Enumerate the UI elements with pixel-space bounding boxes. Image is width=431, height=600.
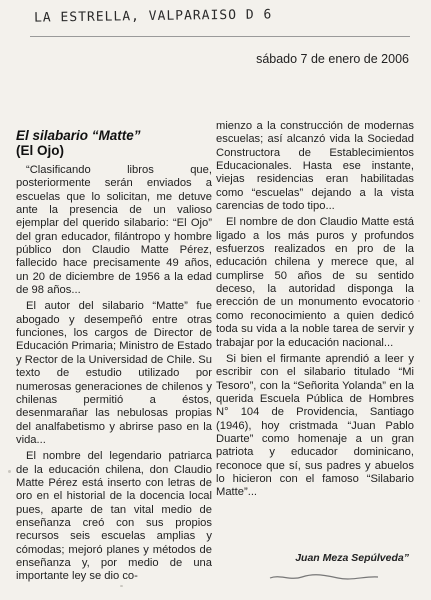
article-paragraph: mienzo a la construcción de modernas escuelas; así alcanzó vida la Sociedad Constructora de Establecimientos Educacionales. Hasta ese instante, viejas residencias eran habilitadas como “escuelas” dejando a la vista carencias de todo tipo... (216, 120, 414, 213)
article-column-left (16, 128, 212, 587)
article-paragraph: El nombre de don Claudio Matte está ligado a los más puros y profundos esfuerzos realizados en pro de la educación chilena y merece que, al cumplirse 50 años de su sentido deceso, la autoridad disponga la erección de un monumento evocatorio como reconocimiento a quien dedicó toda su vida a la noble tarea de servir y trabajar por la educación nacional... (216, 216, 414, 349)
article-subtitle: (El Ojo) (16, 143, 64, 158)
paper-speck (120, 585, 123, 587)
article-paragraph: Si bien el firmante aprendió a leer y escribir con el silabario titulado “Mi Tesoro”, con la “Señorita Yolanda” en la querida Escuela Pública de Hombres N° 104 de Providencia, Santiago (1946), hoy cristmada “Juan Pablo Duarte” como homenaje a un gran patriota y educador dominicano, reconoce que sí, sus padres y abuelos lo hicieron con el famoso “Silabario Matte”... (216, 352, 414, 499)
publication-date: sábado 7 de enero de 2006 (256, 52, 409, 66)
article-paragraph: El nombre del legendario patriarca de la educación chilena, don Claudio Matte Pérez está inserto con letras de oro en el historial de la docencia local pues, aparte de tan vital medio de enseñanza creó con sus propios recursos seis escuelas amplias y cómodas; mejoró planes y métodos de enseñanza y, por medio de una importante ley se dio co- (16, 450, 212, 583)
header-divider (30, 36, 410, 37)
paper-speck (8, 470, 11, 473)
article-paragraph: El autor del silabario “Matte” fue abogado y desempeñó entre otras funciones, los cargos de Director de Educación Primaria; Ministro de Estado y Rector de la Universidad de Chile. Su texto de estudio utilizado por numerosas generaciones de chilenos y chilenas permitió a éstos, desenmarañar las nebulosas propias del analfabetismo y abrirse paso en la vida... (16, 300, 212, 446)
article-paragraph: “Clasificando libros que, posteriormente serán enviados a escuelas que lo solicitan, me detuve ante la presencia de un valioso ejemplar del querido silabario: “El Ojo” del gran educador, filántropo y hombre público don Claudio Matte Pérez, fallecido hace precisamente 49 años, un 20 de diciembre de 1956 a la edad de 98 años... (16, 164, 212, 297)
scribble-mark (268, 572, 380, 582)
paper-speck (418, 300, 420, 302)
author-signature: Juan Meza Sepúlveda” (295, 552, 409, 564)
article-title: El silabario “Matte” (16, 128, 141, 143)
article-column-right (216, 120, 414, 503)
handwritten-source-note: LA ESTRELLA, VALPARAISO D 6 (33, 7, 273, 26)
